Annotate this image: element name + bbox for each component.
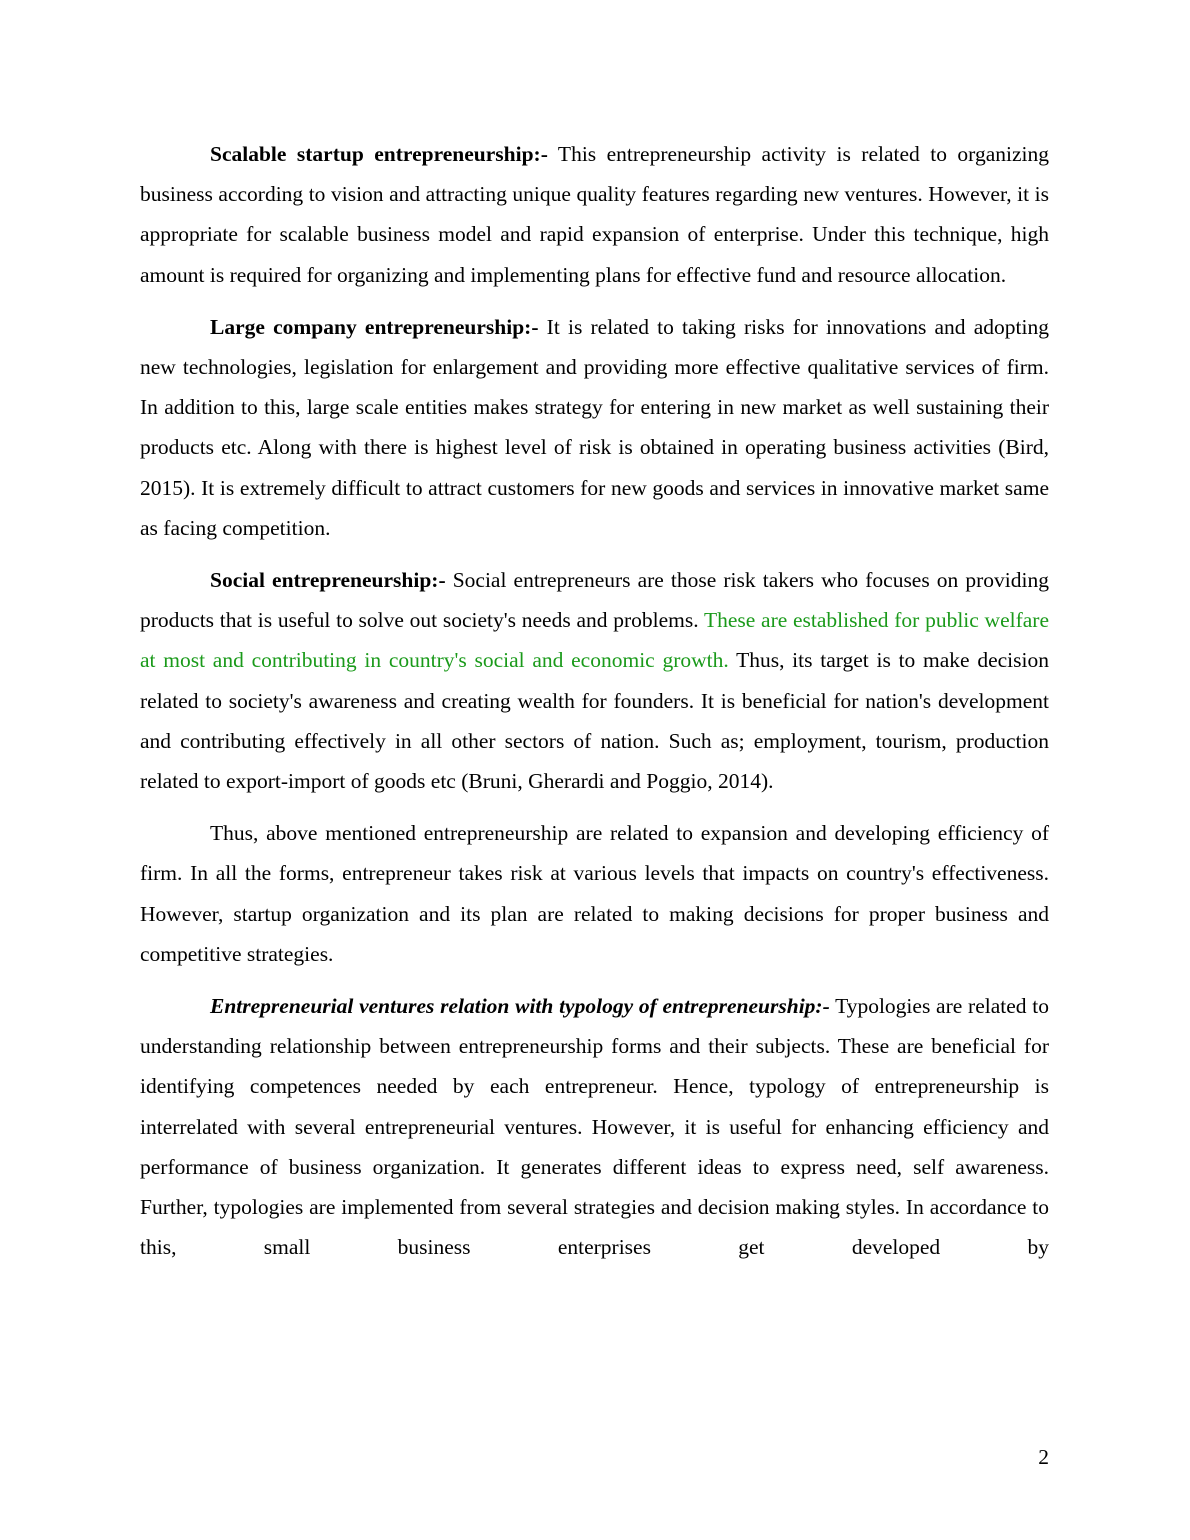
paragraph-text: This entrepreneurship activity is related to organizing business according to vision and attracting unique quality features regarding new ventures. However, it is appropriate for scalable business model and rapid expansion of enterprise. Under this technique, high amount is required for organizing and implementing plans for effective fund and resource allocation.	[140, 142, 1049, 287]
highlighted-text: These are established for public welfare at most and contributing in country's social and economic growth.	[140, 608, 1049, 673]
paragraph-heading: Social entrepreneurship:-	[210, 568, 446, 593]
page-number: 2	[1038, 1445, 1049, 1469]
paragraph-heading: Entrepreneurial ventures relation with typology of entrepreneurship:-	[210, 994, 830, 1019]
paragraph-typology	[140, 986, 1049, 1267]
document-body	[140, 134, 1049, 1279]
paragraph-scalable-startup	[140, 134, 1049, 295]
paragraph-text: Social entrepreneurs are those risk takers who focuses on providing products that is useful to solve out society's needs and problems.	[140, 568, 1049, 633]
paragraph-social	[140, 560, 1049, 801]
paragraph-text: Thus, its target is to make decision related to society's awareness and creating wealth for founders. It is beneficial for nation's development and contributing effectively in all other sectors of nation. Such as; employment, tourism, production related to export-import of goods etc (Bruni, Gherardi and Poggio, 2014).	[140, 648, 1049, 794]
paragraph-heading: Large company entrepreneurship:-	[210, 314, 539, 339]
paragraph-text: Thus, above mentioned entrepreneurship are related to expansion and developing efficiency of firm. In all the forms, entrepreneur takes risk at various levels that impacts on country's effectiveness. However, startup organization and its plan are related to making decisions for proper business and competitive strategies.	[140, 821, 1049, 966]
paragraph-summary	[140, 813, 1049, 974]
paragraph-heading: Scalable startup entrepreneurship:-	[210, 142, 548, 166]
paragraph-text: Typologies are related to understanding relationship between entrepreneurship forms and their subjects. These are beneficial for identifying competences needed by each entrepreneur. Hence, typology of entrepreneurship is interrelated with several entrepreneurial ventures. However, it is useful for enhancing efficiency and performance of business organization. It generates different ideas to express need, self awareness. Further, typologies are implemented from several strategies and decision making styles. In accordance to this, small business enterprises get developed by	[140, 994, 1049, 1260]
paragraph-text: It is related to taking risks for innovations and adopting new technologies, legislation for enlargement and providing more effective qualitative services of firm. In addition to this, large scale entities makes strategy for entering in new market as well sustaining their products etc. Along with there is highest level of risk is obtained in operating business activities (Bird, 2015). It is extremely difficult to attract customers for new goods and services in innovative market same as facing competition.	[140, 314, 1049, 540]
paragraph-large-company	[140, 307, 1049, 548]
